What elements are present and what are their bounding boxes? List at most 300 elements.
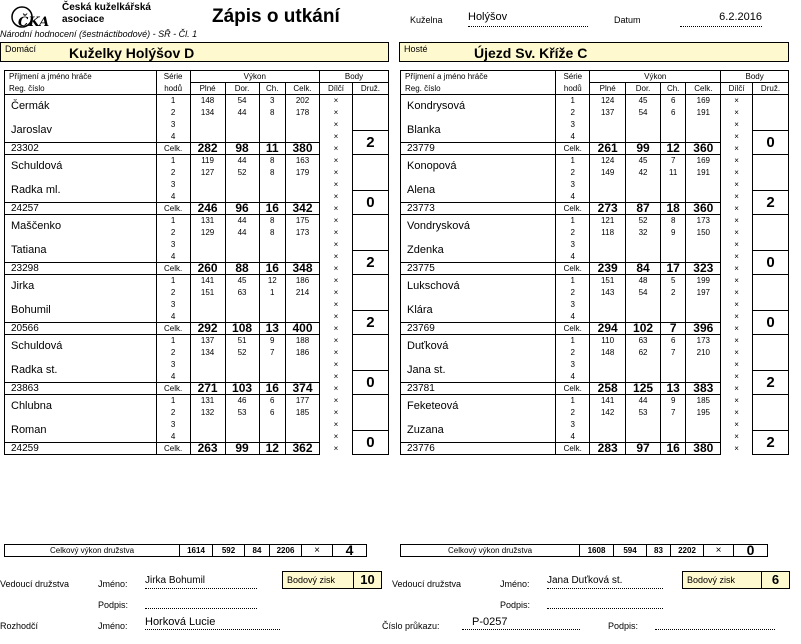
svg-text:ČKA: ČKA: [18, 15, 50, 30]
series-value: [190, 371, 225, 383]
series-value: [190, 419, 225, 431]
series-value: 185: [686, 395, 721, 407]
partial-point-mark: ×: [320, 239, 353, 251]
player-total-value: 84: [626, 263, 661, 275]
player-reg-number: 23776: [401, 443, 556, 455]
series-value: [286, 299, 320, 311]
series-number: 4: [556, 311, 590, 323]
home-team-bar: [0, 42, 389, 62]
series-value: [259, 371, 286, 383]
player-total-value: 396: [686, 323, 721, 335]
player-reg-number: 23773: [401, 203, 556, 215]
series-value: 44: [626, 395, 661, 407]
player-total-row: [401, 263, 789, 275]
series-number: 2: [556, 347, 590, 359]
series-row: [401, 335, 789, 347]
partial-point-mark: ×: [721, 179, 753, 191]
home-points-gain: Bodový zisk 10: [282, 571, 382, 589]
series-value: 6: [661, 95, 686, 107]
series-number: 3: [556, 179, 590, 191]
series-number: 1: [556, 95, 590, 107]
partial-point-mark: ×: [721, 287, 753, 299]
player-total-value: 16: [259, 383, 286, 395]
series-value: [626, 251, 661, 263]
series-value: [686, 431, 721, 443]
player-total-value: 16: [259, 203, 286, 215]
partial-point-mark: ×: [320, 215, 353, 227]
series-value: 6: [661, 107, 686, 119]
away-label: Hosté: [404, 44, 428, 54]
partial-point-mark: ×: [320, 143, 353, 155]
series-value: [590, 239, 626, 251]
series-value: [225, 431, 259, 443]
series-value: 131: [190, 215, 225, 227]
player-total-value: 246: [190, 203, 225, 215]
home-signature-label: Podpis:: [98, 600, 129, 610]
series-value: 11: [661, 167, 686, 179]
series-value: [626, 119, 661, 131]
series-value: 7: [259, 347, 286, 359]
series-value: [286, 431, 320, 443]
col-partial-header: Dílčí: [721, 83, 753, 95]
series-value: [259, 179, 286, 191]
series-number: 2: [556, 107, 590, 119]
series-value: 143: [590, 287, 626, 299]
away-points-gain: Bodový zisk 6: [682, 571, 790, 589]
player-total-row: [401, 383, 789, 395]
partial-point-mark: ×: [320, 395, 353, 407]
partial-point-mark: ×: [721, 311, 753, 323]
home-points-gain-value: 10: [353, 571, 381, 589]
series-value: [286, 119, 320, 131]
series-value: 163: [286, 155, 320, 167]
series-value: 6: [259, 395, 286, 407]
player-total-row: [401, 143, 789, 155]
player-reg-number: 23863: [5, 383, 157, 395]
team-total-value: 1614: [180, 545, 213, 557]
series-value: [190, 131, 225, 143]
referee-label: Rozhodčí: [0, 621, 39, 631]
series-number: 2: [156, 107, 190, 119]
player-reg-number: 20566: [5, 323, 157, 335]
home-leader-name-label: Jméno:: [98, 579, 128, 589]
series-value: [286, 251, 320, 263]
series-value: 8: [661, 215, 686, 227]
partial-point-mark: ×: [320, 443, 353, 455]
series-row: [5, 395, 389, 407]
total-label: Celk.: [156, 383, 190, 395]
total-label: Celk.: [556, 263, 590, 275]
player-total-value: 87: [626, 203, 661, 215]
home-score-table: [4, 70, 389, 455]
away-team-bar: [399, 42, 789, 62]
player-surname: Čermák: [5, 95, 157, 119]
series-value: [661, 191, 686, 203]
col-player-header: Příjmení a jméno hráče: [401, 71, 556, 83]
partial-point-mark: ×: [320, 335, 353, 347]
partial-point-mark: ×: [721, 203, 753, 215]
series-value: 134: [190, 107, 225, 119]
series-value: 197: [686, 287, 721, 299]
team-total-cross: ×: [302, 545, 333, 557]
series-value: 45: [626, 95, 661, 107]
series-value: 6: [259, 407, 286, 419]
series-number: 2: [556, 227, 590, 239]
player-surname: Chlubna: [5, 395, 157, 419]
series-value: [225, 239, 259, 251]
series-value: 8: [259, 167, 286, 179]
series-number: 3: [556, 359, 590, 371]
team-points-spacer: [752, 335, 788, 371]
series-value: [626, 431, 661, 443]
series-value: [225, 179, 259, 191]
series-value: 6: [661, 335, 686, 347]
series-value: 44: [225, 107, 259, 119]
partial-point-mark: ×: [721, 383, 753, 395]
col-series-header: Série: [156, 71, 190, 83]
referee-signature-field: [655, 618, 775, 630]
series-number: 1: [156, 275, 190, 287]
player-total-value: 239: [590, 263, 626, 275]
player-total-value: 342: [286, 203, 320, 215]
player-reg-number: 24257: [5, 203, 157, 215]
team-total-label: Celkový výkon družstva: [401, 545, 580, 557]
partial-point-mark: ×: [320, 419, 353, 431]
date-label: Datum: [614, 15, 641, 25]
referee-signature-label: Podpis:: [608, 621, 639, 631]
series-row: [401, 275, 789, 287]
series-value: [190, 119, 225, 131]
home-signature-field: [145, 597, 257, 609]
player-surname: Kondrysová: [401, 95, 556, 119]
series-value: 9: [661, 227, 686, 239]
player-points: 0: [752, 251, 788, 275]
player-reg-number: 23298: [5, 263, 157, 275]
series-value: 124: [590, 155, 626, 167]
series-value: 150: [686, 227, 721, 239]
partial-point-mark: ×: [320, 347, 353, 359]
series-value: 186: [286, 347, 320, 359]
series-value: 53: [225, 407, 259, 419]
association-logo: [4, 4, 50, 30]
col-full-header: Plné: [190, 83, 225, 95]
series-value: 177: [286, 395, 320, 407]
home-label: Domácí: [5, 44, 37, 54]
partial-point-mark: ×: [721, 191, 753, 203]
partial-point-mark: ×: [721, 299, 753, 311]
away-points-gain-value: 6: [761, 571, 789, 589]
player-total-value: 283: [590, 443, 626, 455]
col-performance-header: Výkon: [590, 71, 721, 83]
series-value: 148: [590, 347, 626, 359]
series-number: 3: [156, 179, 190, 191]
partial-point-mark: ×: [320, 119, 353, 131]
series-value: 5: [661, 275, 686, 287]
series-value: [286, 419, 320, 431]
series-number: 3: [556, 239, 590, 251]
player-points: 0: [752, 311, 788, 335]
player-total-value: 18: [661, 203, 686, 215]
series-value: 188: [286, 335, 320, 347]
series-value: 175: [286, 215, 320, 227]
series-value: 118: [590, 227, 626, 239]
series-value: [626, 311, 661, 323]
player-total-value: 17: [661, 263, 686, 275]
partial-point-mark: ×: [721, 443, 753, 455]
partial-point-mark: ×: [721, 131, 753, 143]
series-row: [5, 95, 389, 107]
player-reg-number: 23769: [401, 323, 556, 335]
col-performance-header: Výkon: [190, 71, 319, 83]
series-row: [401, 95, 789, 107]
series-value: 9: [661, 395, 686, 407]
series-number: 4: [156, 371, 190, 383]
player-total-value: 96: [225, 203, 259, 215]
team-total-value: 592: [213, 545, 245, 557]
total-label: Celk.: [556, 383, 590, 395]
series-row: [401, 215, 789, 227]
player-total-value: 13: [259, 323, 286, 335]
player-total-value: 103: [225, 383, 259, 395]
series-value: [259, 359, 286, 371]
series-value: 199: [686, 275, 721, 287]
total-label: Celk.: [156, 443, 190, 455]
series-number: 1: [556, 335, 590, 347]
series-number: 1: [156, 215, 190, 227]
col-total-header: Celk.: [286, 83, 320, 95]
partial-point-mark: ×: [721, 395, 753, 407]
player-total-value: 258: [590, 383, 626, 395]
player-total-value: 362: [286, 443, 320, 455]
series-value: 141: [590, 395, 626, 407]
player-total-value: 383: [686, 383, 721, 395]
partial-point-mark: ×: [721, 107, 753, 119]
series-value: 2: [661, 287, 686, 299]
series-value: [590, 299, 626, 311]
series-value: 169: [686, 95, 721, 107]
series-value: 52: [225, 347, 259, 359]
series-value: [259, 191, 286, 203]
player-points: 0: [352, 191, 388, 215]
series-value: 191: [686, 167, 721, 179]
series-value: [259, 239, 286, 251]
series-value: 173: [686, 335, 721, 347]
home-leader-label: Vedoucí družstva: [0, 579, 70, 589]
series-value: 54: [225, 95, 259, 107]
series-row: [5, 155, 389, 167]
home-team-total-table: [4, 544, 367, 557]
player-first-name: Jaroslav: [5, 119, 157, 143]
series-value: [259, 119, 286, 131]
player-total-value: 400: [286, 323, 320, 335]
series-value: [661, 359, 686, 371]
series-value: 137: [190, 335, 225, 347]
series-value: 53: [626, 407, 661, 419]
series-value: 148: [190, 95, 225, 107]
series-number: 4: [556, 431, 590, 443]
series-value: [661, 299, 686, 311]
partial-point-mark: ×: [721, 419, 753, 431]
series-number: 2: [156, 167, 190, 179]
series-value: 48: [626, 275, 661, 287]
series-number: 4: [156, 251, 190, 263]
player-total-value: 108: [225, 323, 259, 335]
series-value: [686, 419, 721, 431]
series-value: [686, 119, 721, 131]
series-value: [686, 179, 721, 191]
partial-point-mark: ×: [320, 323, 353, 335]
series-row: [401, 299, 789, 311]
partial-point-mark: ×: [721, 119, 753, 131]
player-total-value: 348: [286, 263, 320, 275]
series-value: 51: [225, 335, 259, 347]
col-series-sub: hodů: [156, 83, 190, 95]
series-number: 1: [156, 155, 190, 167]
series-value: 45: [626, 155, 661, 167]
away-leader-name-label: Jméno:: [500, 579, 530, 589]
player-points: 0: [752, 131, 788, 155]
team-points-spacer: [352, 95, 388, 131]
series-value: [190, 311, 225, 323]
away-team-name: Újezd Sv. Kříže C: [474, 45, 588, 61]
col-misses-header: Ch.: [661, 83, 686, 95]
partial-point-mark: ×: [320, 287, 353, 299]
total-label: Celk.: [556, 203, 590, 215]
series-number: 4: [556, 251, 590, 263]
series-number: 3: [156, 299, 190, 311]
player-total-value: 360: [686, 203, 721, 215]
series-value: 121: [590, 215, 626, 227]
series-value: [626, 191, 661, 203]
series-number: 3: [556, 119, 590, 131]
col-total-header: Celk.: [686, 83, 721, 95]
series-number: 4: [156, 311, 190, 323]
series-value: 8: [259, 107, 286, 119]
series-value: [686, 311, 721, 323]
series-number: 1: [156, 335, 190, 347]
player-total-row: [5, 383, 389, 395]
series-number: 3: [156, 419, 190, 431]
series-number: 1: [556, 155, 590, 167]
player-surname: Maščenko: [5, 215, 157, 239]
series-value: [661, 419, 686, 431]
partial-point-mark: ×: [721, 323, 753, 335]
series-value: 54: [626, 287, 661, 299]
series-value: 169: [686, 155, 721, 167]
player-first-name: Alena: [401, 179, 556, 203]
series-value: [190, 299, 225, 311]
player-reg-number: 24259: [5, 443, 157, 455]
series-value: [286, 359, 320, 371]
player-total-value: 294: [590, 323, 626, 335]
player-points: 2: [752, 371, 788, 395]
player-total-value: 88: [225, 263, 259, 275]
series-value: [225, 371, 259, 383]
series-value: [590, 311, 626, 323]
partial-point-mark: ×: [320, 107, 353, 119]
series-value: 185: [286, 407, 320, 419]
player-total-value: 292: [190, 323, 225, 335]
partial-point-mark: ×: [721, 335, 753, 347]
series-value: 7: [661, 155, 686, 167]
series-value: [190, 431, 225, 443]
player-total-value: 271: [190, 383, 225, 395]
player-first-name: Radka st.: [5, 359, 157, 383]
total-label: Celk.: [556, 323, 590, 335]
series-value: [259, 299, 286, 311]
series-value: 119: [190, 155, 225, 167]
series-value: [626, 371, 661, 383]
series-number: 1: [556, 395, 590, 407]
player-total-value: 125: [626, 383, 661, 395]
series-value: 8: [259, 227, 286, 239]
team-points-spacer: [352, 395, 388, 431]
team-total-value: 594: [614, 545, 647, 557]
away-team-total-table: [400, 544, 768, 557]
col-partial-header: Dílčí: [320, 83, 353, 95]
player-total-row: [5, 443, 389, 455]
series-value: 62: [626, 347, 661, 359]
series-value: [626, 299, 661, 311]
series-value: [686, 251, 721, 263]
series-value: [686, 359, 721, 371]
player-total-value: 263: [190, 443, 225, 455]
player-first-name: Roman: [5, 419, 157, 443]
player-first-name: Klára: [401, 299, 556, 323]
series-value: [590, 419, 626, 431]
partial-point-mark: ×: [320, 155, 353, 167]
series-value: [225, 251, 259, 263]
series-value: 127: [190, 167, 225, 179]
player-total-row: [5, 263, 389, 275]
series-value: [626, 131, 661, 143]
series-value: 42: [626, 167, 661, 179]
series-value: [259, 419, 286, 431]
series-row: [5, 275, 389, 287]
player-total-value: 7: [661, 323, 686, 335]
team-points-spacer: [352, 155, 388, 191]
partial-point-mark: ×: [320, 131, 353, 143]
player-reg-number: 23775: [401, 263, 556, 275]
series-value: 7: [661, 347, 686, 359]
series-value: [190, 359, 225, 371]
series-value: 151: [590, 275, 626, 287]
series-value: 149: [590, 167, 626, 179]
series-number: 1: [556, 215, 590, 227]
series-number: 3: [156, 119, 190, 131]
series-value: 151: [190, 287, 225, 299]
player-total-value: 16: [259, 263, 286, 275]
series-value: 52: [225, 167, 259, 179]
series-value: 44: [225, 227, 259, 239]
series-value: 141: [190, 275, 225, 287]
series-value: 63: [626, 335, 661, 347]
series-value: 3: [259, 95, 286, 107]
series-number: 3: [556, 419, 590, 431]
series-value: 46: [225, 395, 259, 407]
series-value: [225, 299, 259, 311]
player-total-value: 97: [626, 443, 661, 455]
player-total-row: [5, 203, 389, 215]
team-total-cross: ×: [704, 545, 734, 557]
series-value: [190, 179, 225, 191]
partial-point-mark: ×: [320, 191, 353, 203]
series-value: [259, 431, 286, 443]
player-total-value: 323: [686, 263, 721, 275]
team-points-spacer: [352, 335, 388, 371]
partial-point-mark: ×: [721, 167, 753, 179]
team-points-spacer: [752, 215, 788, 251]
